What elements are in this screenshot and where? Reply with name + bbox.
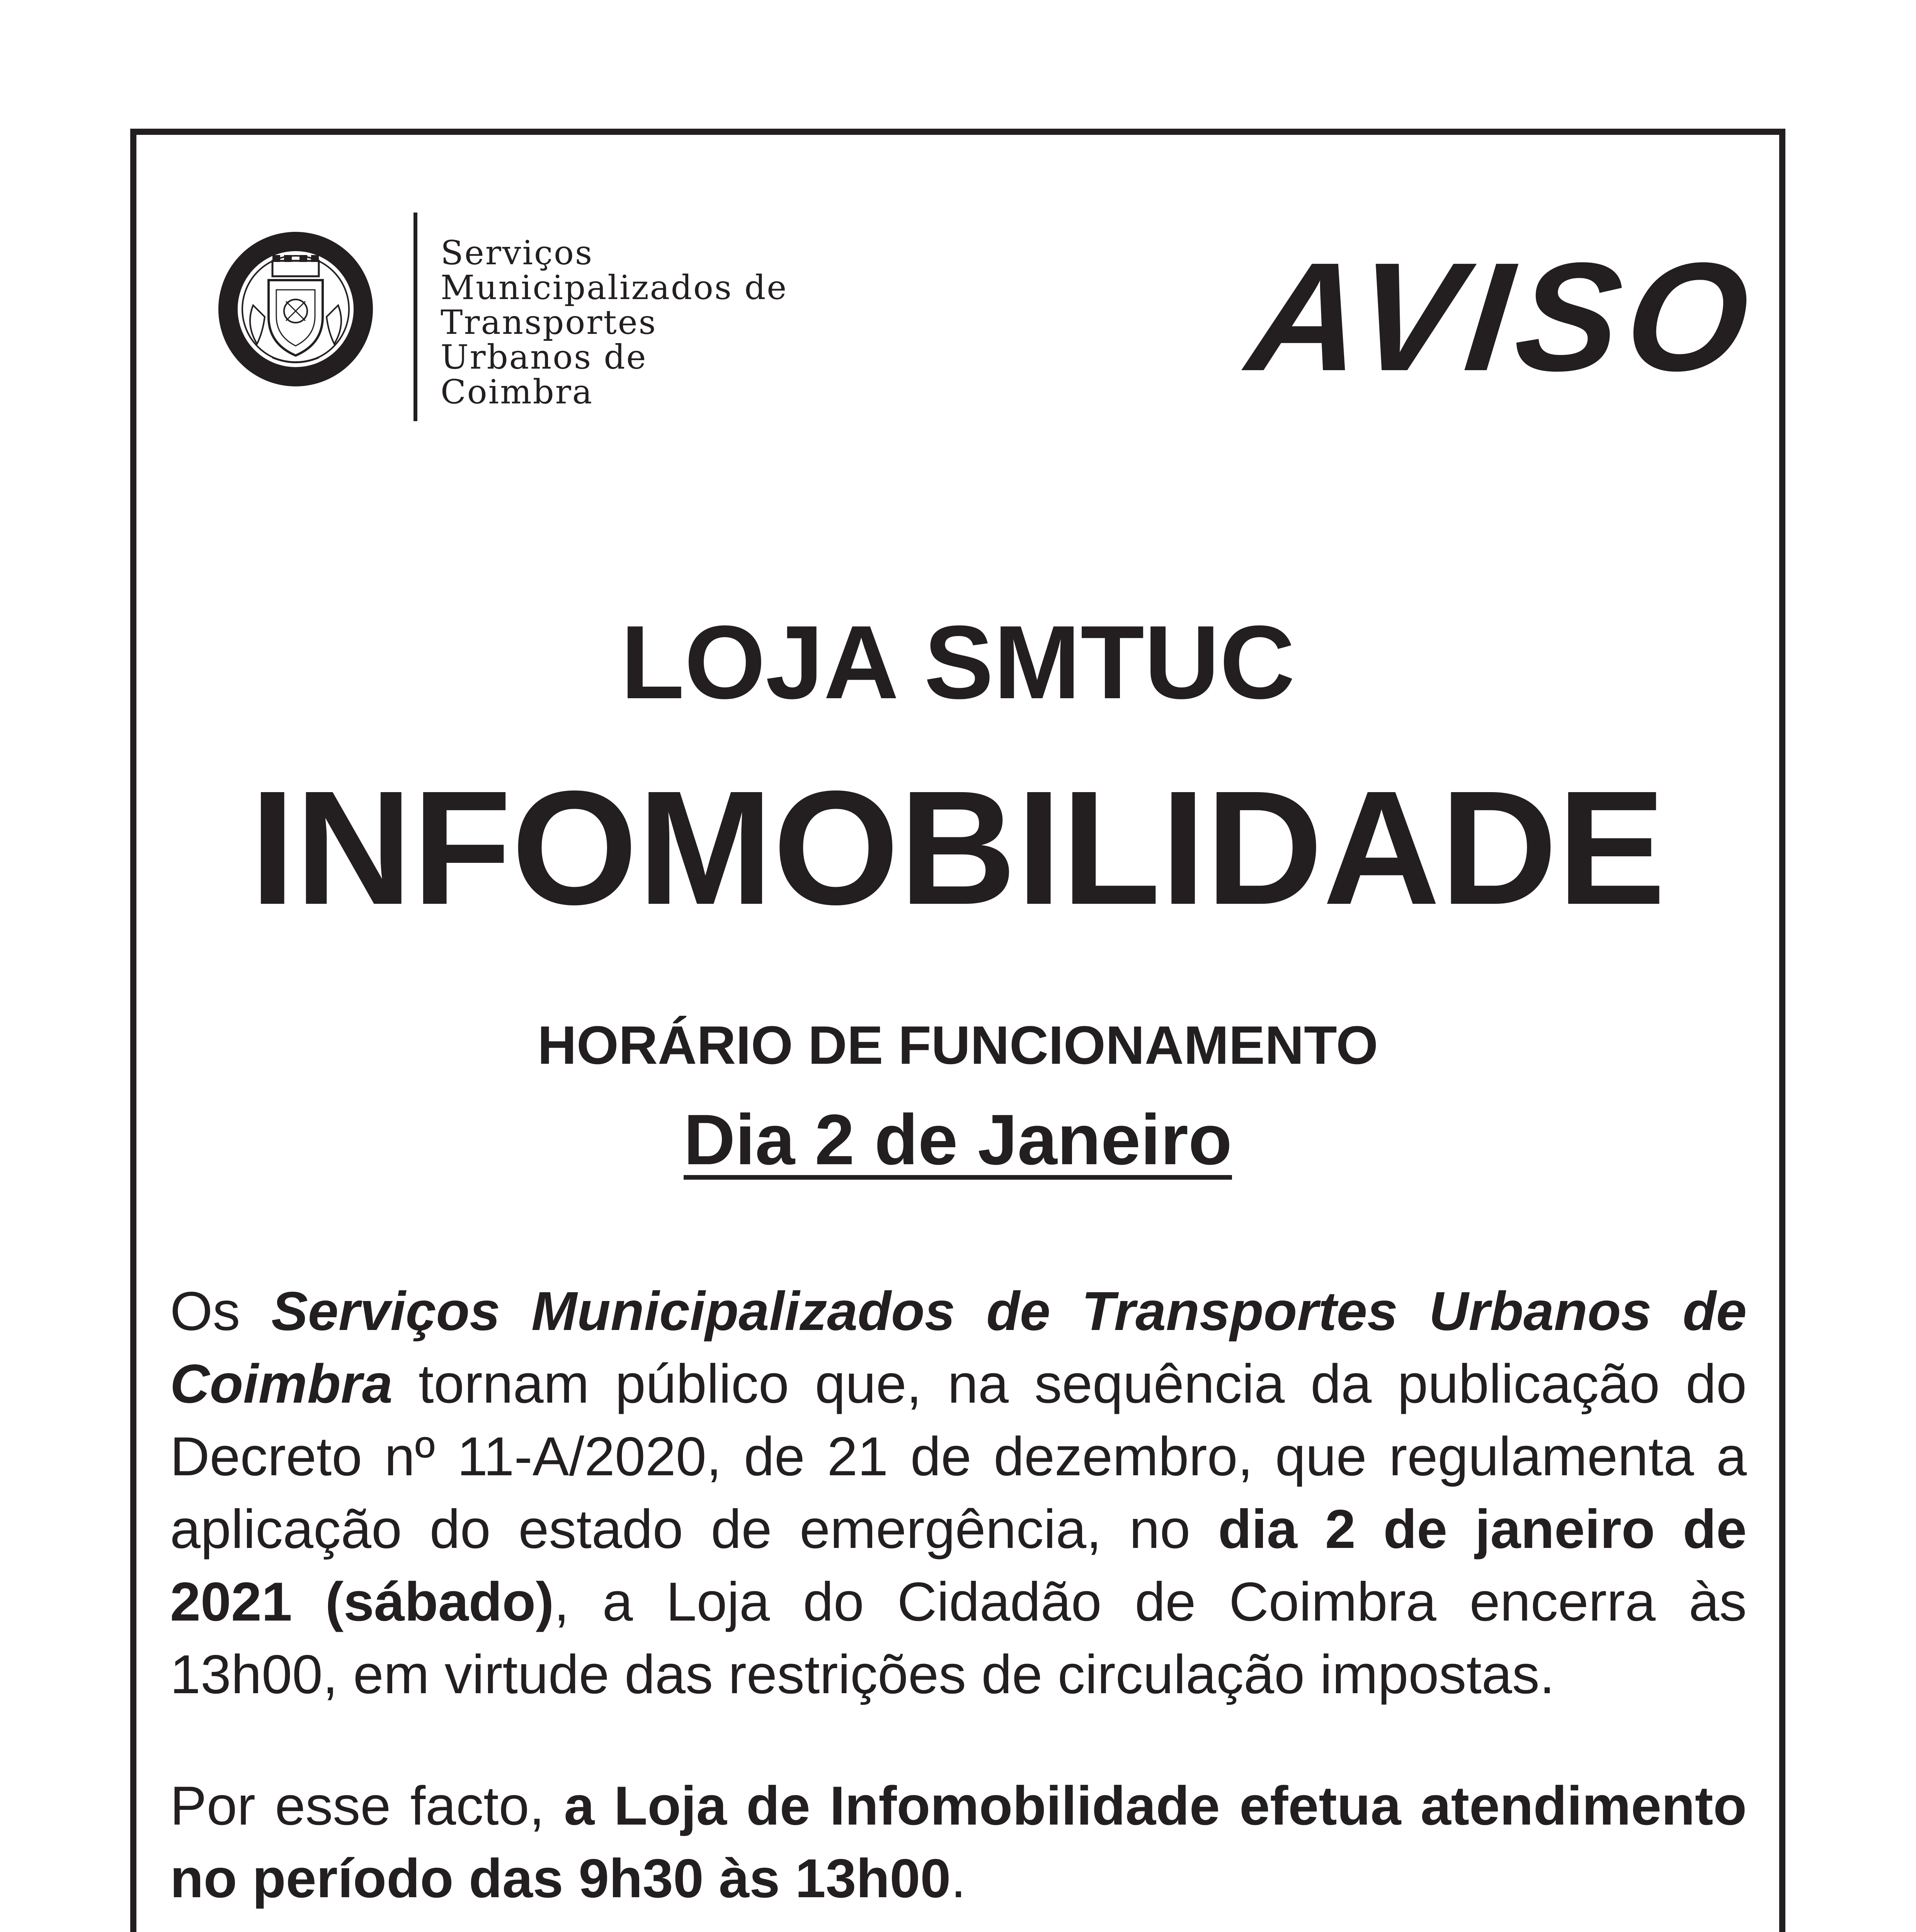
text: Por esse facto,: [170, 1775, 564, 1837]
org-line: Transportes: [441, 303, 657, 342]
store-title: LOJA SMTUC: [621, 604, 1295, 721]
organization-name: [441, 236, 788, 410]
schedule-heading: HORÁRIO DE FUNCIONAMENTO: [537, 1015, 1378, 1075]
text: Os: [170, 1281, 272, 1342]
hours-emphasis: a Loja de Infomobilidade efetua atendimento no período das 9h30 às 13h00: [170, 1775, 1747, 1909]
coimbra-coat-of-arms-icon: [214, 228, 377, 390]
org-line: Municipalizados de: [441, 269, 788, 307]
org-name-emphasis: Serviços Municipalizados de Transportes Urbanos de Coimbra: [170, 1281, 1747, 1415]
org-line: Urbanos de: [441, 338, 647, 377]
schedule-date-text: Dia 2 de Janeiro: [684, 1100, 1232, 1180]
org-line: Coimbra: [441, 373, 594, 412]
org-line: Serviços: [441, 234, 594, 272]
date-emphasis: dia 2 de janeiro de 2021 (sábado): [170, 1498, 1747, 1633]
paragraph-hours: [170, 1770, 1747, 1915]
paragraph-announcement: [170, 1275, 1747, 1711]
header-divider: [413, 213, 417, 421]
store-name: INFOMOBILIDADE: [250, 757, 1666, 939]
text: .: [951, 1848, 966, 1909]
schedule-date: [130, 1097, 1785, 1182]
notice-label: AVISO: [1241, 230, 1764, 403]
text: , a Loja do Cidadão de Coimbra encerra às 13h00, em virtude das restrições de circulação impostas.: [170, 1571, 1747, 1705]
text: tornam público que, na sequência da publicação do Decreto nº 11-A/2020, de 21 de dezembro, que regulamenta a aplicação do estado de emergência, no: [170, 1353, 1747, 1560]
